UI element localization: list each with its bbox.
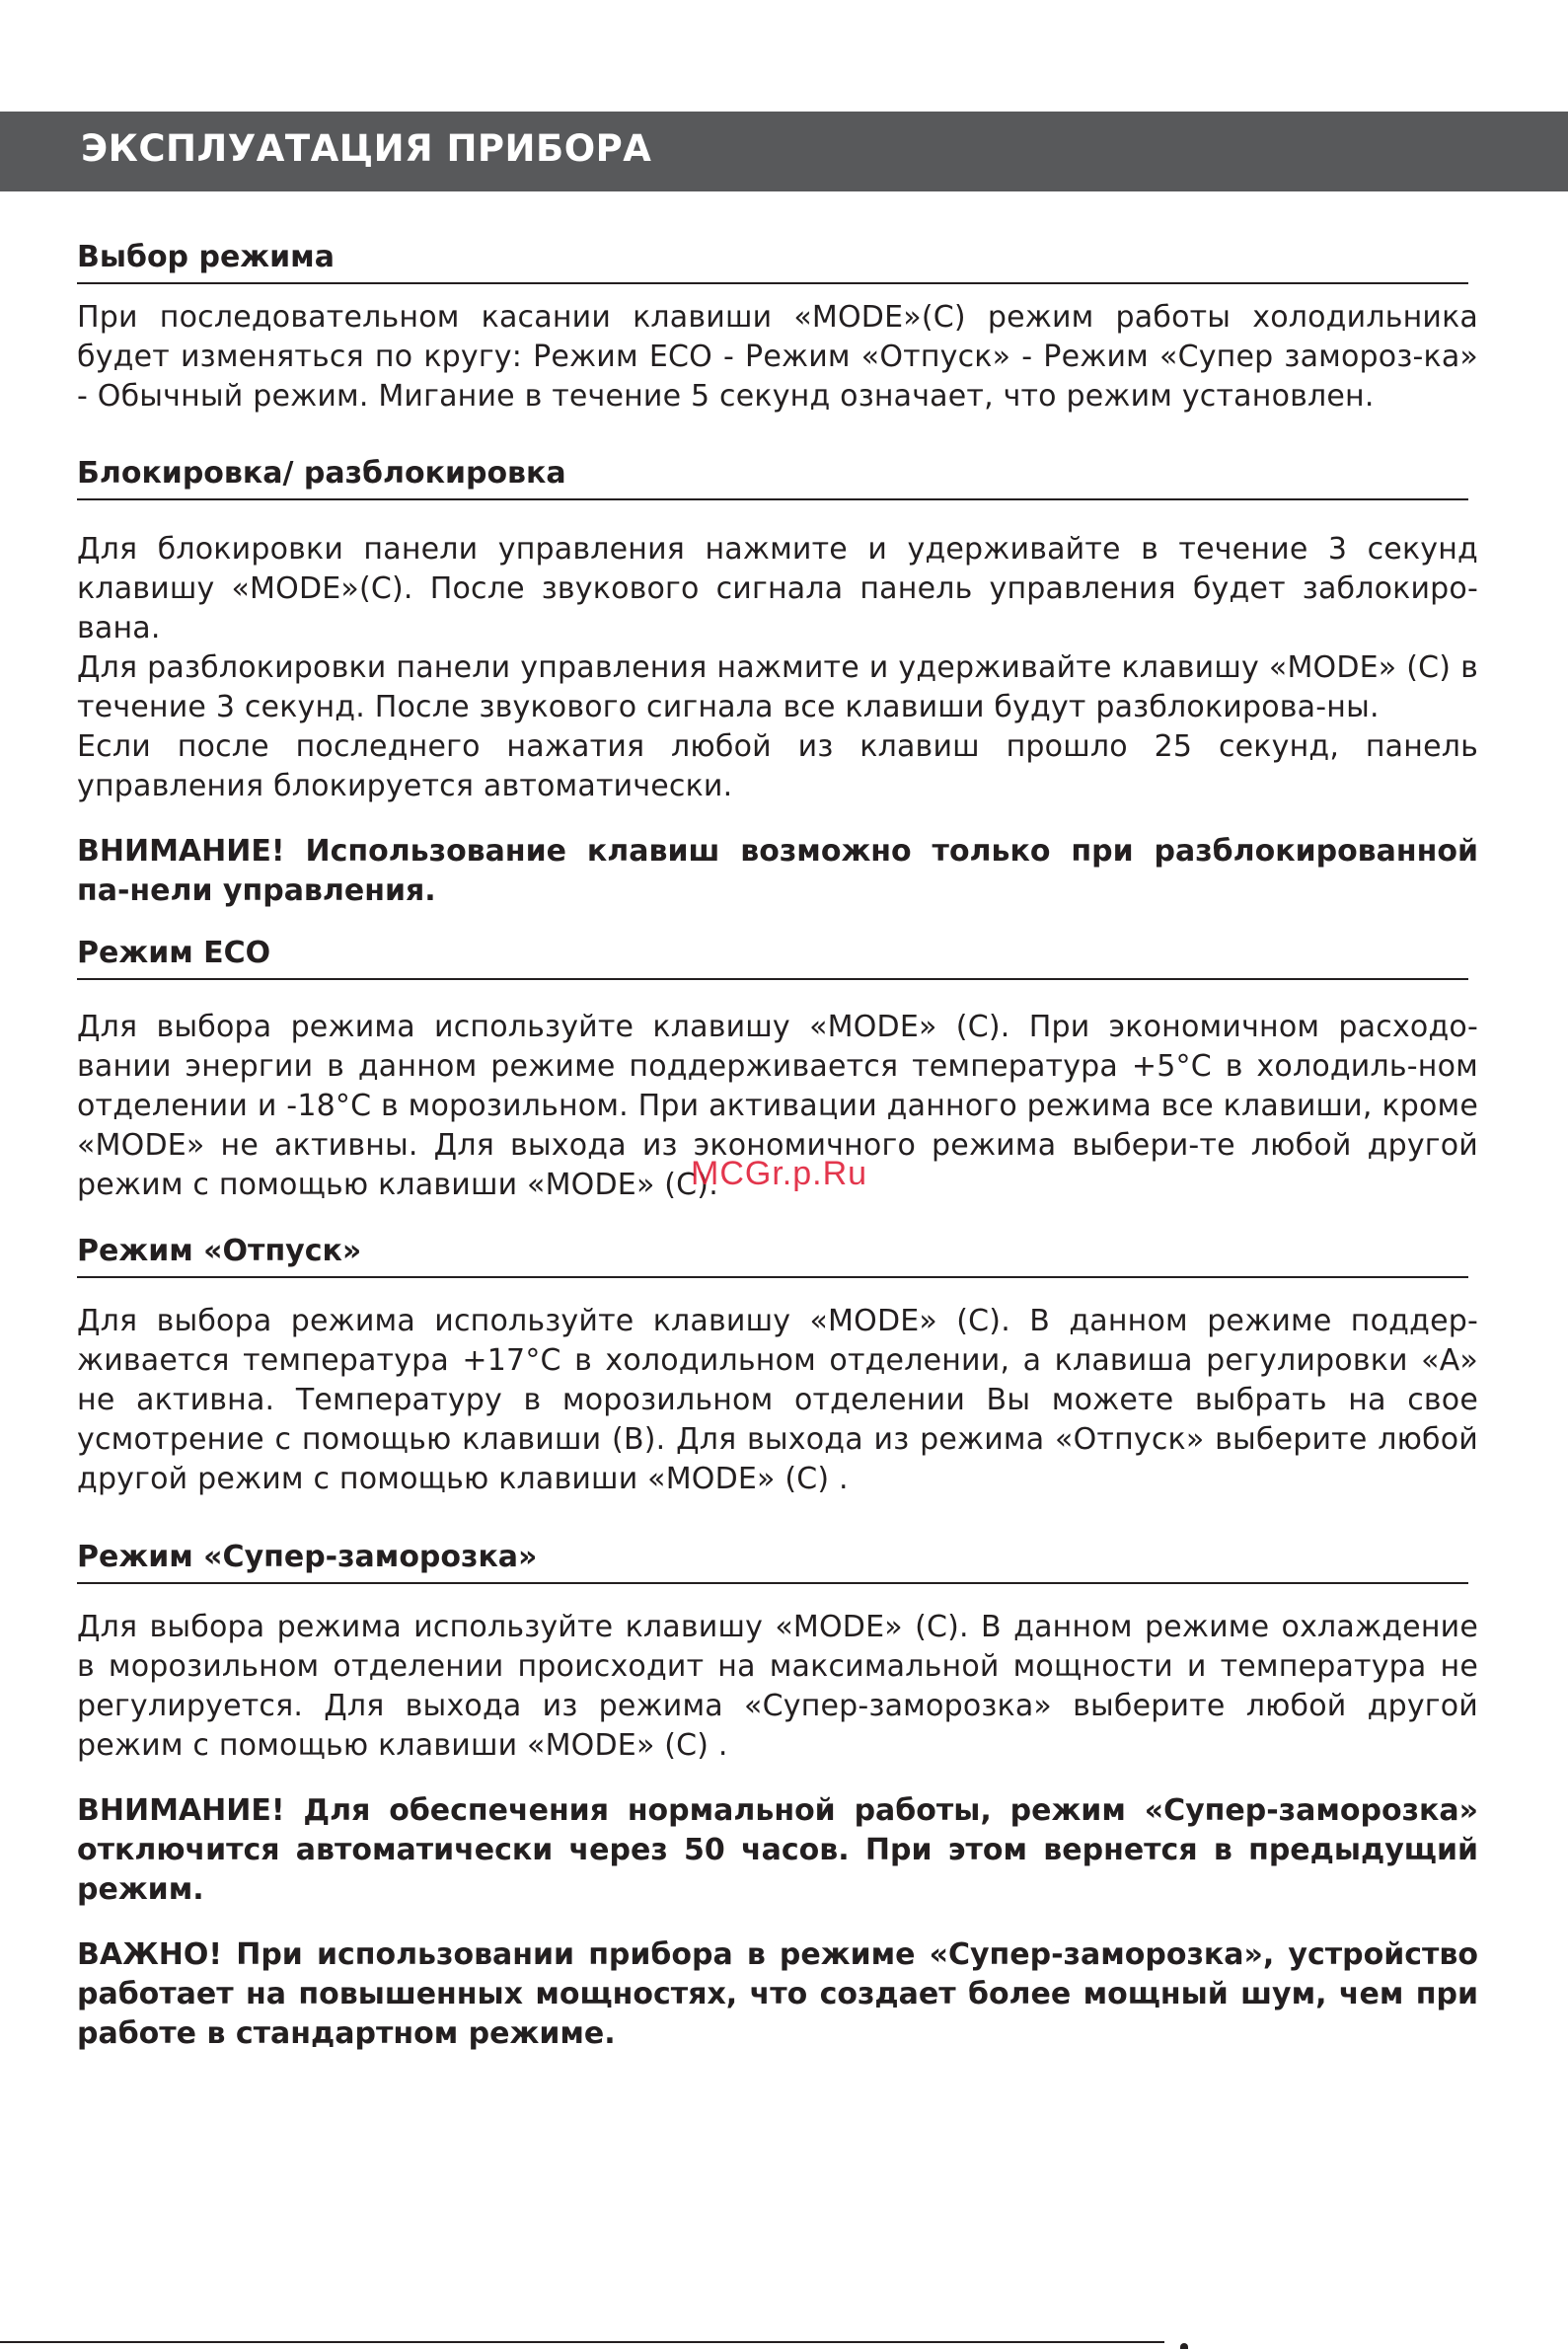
section-title: Выбор режима [77,240,335,274]
warning-note: ВНИМАНИЕ! Для обеспечения нормальной работы, режим «Супер-заморозка» отключится автоматически через 50 часов. При этом вернется в предыдущий режим. [77,1793,1478,1907]
warning-note: ВНИМАНИЕ! Использование клавиш возможно только при разблокированной па-нели управления. [77,834,1478,908]
paragraph: Для выбора режима используйте клавишу «MODE» (C). В данном режиме поддер-живается температура +17°C в холодильном отделении, а клавиша регулировки «A» не активна. Температуру в морозильном отделении Вы можете выбрать на свое усмотрение с помощью клавиши (B). Для выхода из режима «Отпуск» выберите любой другой режим с помощью клавиши «MODE» (C) . [77,1304,1478,1496]
page-number-fragment [1180,2343,1188,2349]
section-title: Блокировка/ разблокировка [77,456,566,491]
paragraph: Если после последнего нажатия любой из клавиш прошло 25 секунд, панель управления блокируется автоматически. [77,729,1478,803]
section-lock-unlock [77,453,1478,911]
watermark-text: MCGr.p.Ru [691,1155,868,1192]
main-content [77,237,1478,2054]
important-note: ВАЖНО! При использовании прибора в режиме «Супер-заморозка», устройство работает на повышенных мощностях, что создает более мощный шум, чем при работе в стандартном режиме. [77,1937,1478,2051]
section-divider [77,282,1468,284]
section-divider [77,1276,1468,1278]
section-title: Режим «Отпуск» [77,1234,362,1268]
paragraph: При последовательном касании клавиши «MODE»(C) режим работы холодильника будет изменяться по кругу: Режим ECO - Режим «Отпуск» - Режим «Супер замороз-ка» - Обычный режим. Мигание в течение 5 секунд означает, что режим установлен. [77,300,1478,414]
paragraph: Для блокировки панели управления нажмите и удерживайте в течение 3 секунд клавишу «MODE»(C). После звукового сигнала панель управления будет заблокиро-вана. [77,532,1478,645]
page-title: ЭКСПЛУАТАЦИЯ ПРИБОРА [81,127,652,170]
paragraph: Для разблокировки панели управления нажмите и удерживайте клавишу «MODE» (C) в течение 3 секунд. После звукового сигнала все клавиши будут разблокирова-ны. [77,650,1478,724]
section-title: Режим «Супер-заморозка» [77,1540,538,1574]
section-divider [77,1582,1468,1584]
section-vacation-mode [77,1231,1478,1499]
paragraph: Для выбора режима используйте клавишу «MODE» (C). В данном режиме охлаждение в морозильном отделении происходит на максимальной мощности и температура не регулируется. Для выхода из режима «Супер-заморозка» выберите любой другой режим с помощью клавиши «MODE» (C) . [77,1610,1478,1763]
section-divider [77,498,1468,500]
section-mode-selection [77,237,1478,417]
section-divider [77,978,1468,980]
paragraph: Для выбора режима используйте клавишу «MODE» (C). При экономичном расходо-вании энергии в данном режиме поддерживается температура +5°C в холодиль-ном отделении и -18°C в морозильном. При активации данного режима все клавиши, кроме «MODE» не активны. Для выхода из экономичного режима выбери-те любой другой режим с помощью клавиши «MODE» (C). [77,1010,1478,1202]
section-title: Режим ECO [77,936,271,970]
footer-divider [0,2341,1164,2343]
section-super-freeze-mode [77,1537,1478,2054]
